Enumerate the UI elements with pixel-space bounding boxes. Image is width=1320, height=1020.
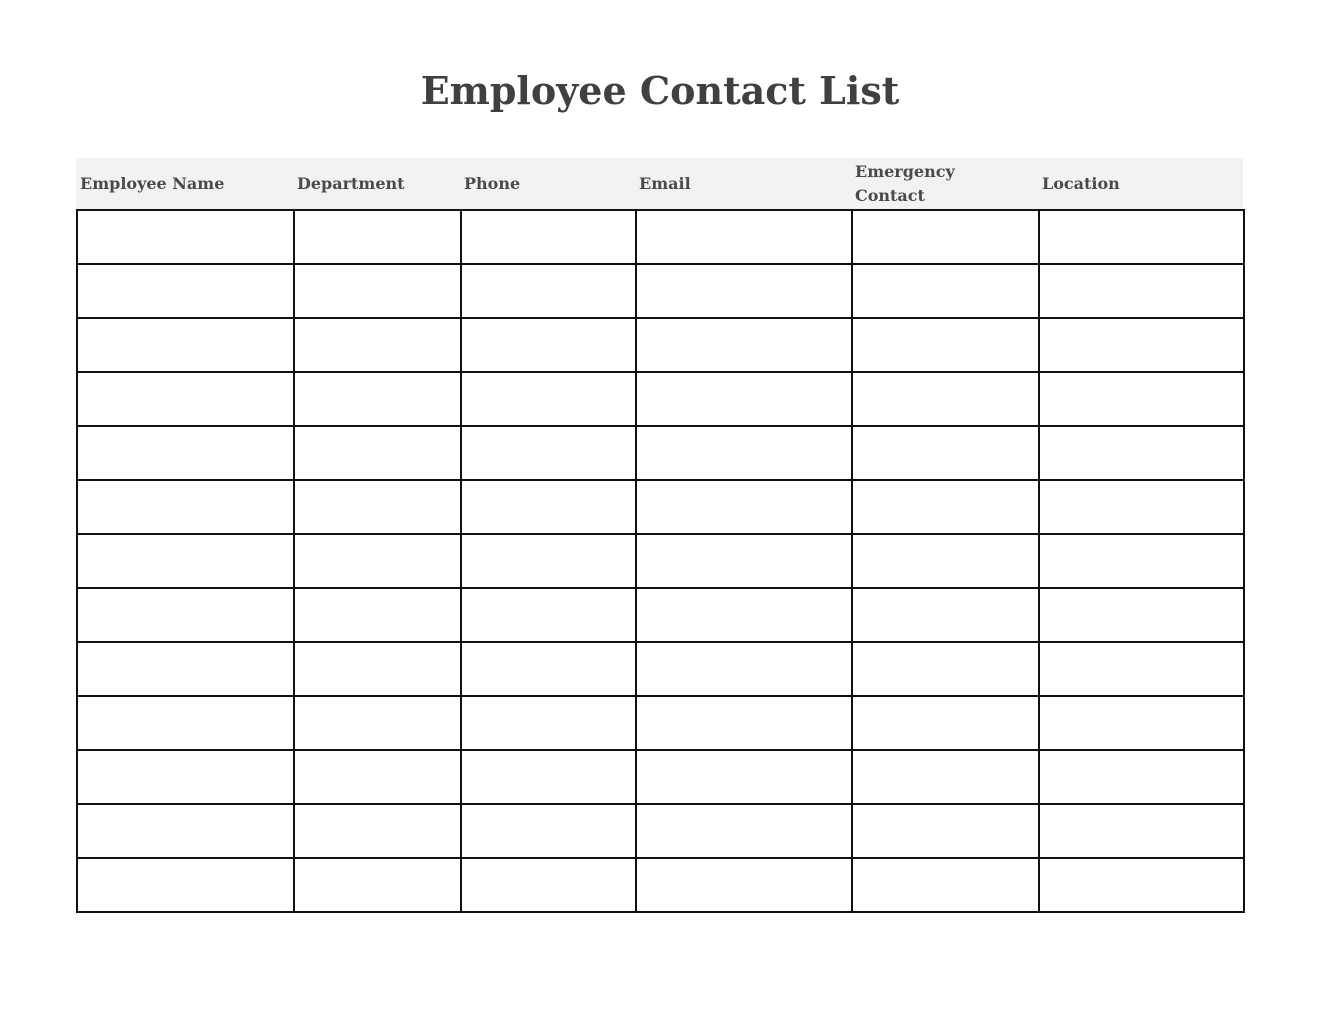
cell-phone[interactable]	[461, 642, 636, 696]
cell-department[interactable]	[294, 858, 461, 912]
cell-employee-name[interactable]	[77, 588, 294, 642]
cell-location[interactable]	[1039, 264, 1244, 318]
cell-department[interactable]	[294, 372, 461, 426]
table-row	[77, 750, 1244, 804]
cell-emergency-contact[interactable]	[852, 480, 1039, 534]
cell-emergency-contact[interactable]	[852, 588, 1039, 642]
cell-phone[interactable]	[461, 750, 636, 804]
cell-employee-name[interactable]	[77, 696, 294, 750]
cell-employee-name[interactable]	[77, 804, 294, 858]
cell-employee-name[interactable]	[77, 210, 294, 264]
cell-location[interactable]	[1039, 588, 1244, 642]
cell-department[interactable]	[294, 696, 461, 750]
cell-location[interactable]	[1039, 372, 1244, 426]
header-phone: Phone	[464, 173, 521, 193]
cell-department[interactable]	[294, 318, 461, 372]
cell-location[interactable]	[1039, 426, 1244, 480]
cell-phone[interactable]	[461, 480, 636, 534]
cell-phone[interactable]	[461, 372, 636, 426]
cell-location[interactable]	[1039, 534, 1244, 588]
table-row	[77, 696, 1244, 750]
cell-phone[interactable]	[461, 588, 636, 642]
table-body	[76, 209, 1245, 913]
cell-emergency-contact[interactable]	[852, 264, 1039, 318]
cell-phone[interactable]	[461, 210, 636, 264]
header-email: Email	[639, 173, 691, 193]
cell-emergency-contact[interactable]	[852, 210, 1039, 264]
cell-location[interactable]	[1039, 480, 1244, 534]
cell-department[interactable]	[294, 642, 461, 696]
table-row	[77, 318, 1244, 372]
cell-employee-name[interactable]	[77, 750, 294, 804]
table-row	[77, 480, 1244, 534]
cell-emergency-contact[interactable]	[852, 750, 1039, 804]
cell-department[interactable]	[294, 804, 461, 858]
header-department: Department	[297, 173, 405, 193]
table-row	[77, 426, 1244, 480]
cell-emergency-contact[interactable]	[852, 534, 1039, 588]
cell-employee-name[interactable]	[77, 480, 294, 534]
cell-emergency-contact[interactable]	[852, 642, 1039, 696]
table-row	[77, 210, 1244, 264]
cell-employee-name[interactable]	[77, 534, 294, 588]
cell-phone[interactable]	[461, 318, 636, 372]
cell-department[interactable]	[294, 264, 461, 318]
cell-emergency-contact[interactable]	[852, 426, 1039, 480]
cell-phone[interactable]	[461, 858, 636, 912]
table-row	[77, 804, 1244, 858]
header-employee-name: Employee Name	[80, 173, 225, 193]
page-title: Employee Contact List	[420, 68, 900, 113]
cell-emergency-contact[interactable]	[852, 858, 1039, 912]
cell-phone[interactable]	[461, 696, 636, 750]
table-row	[77, 858, 1244, 912]
cell-department[interactable]	[294, 750, 461, 804]
table-row	[77, 264, 1244, 318]
cell-department[interactable]	[294, 588, 461, 642]
header-emergency-contact: Emergency Contact	[855, 161, 955, 205]
cell-employee-name[interactable]	[77, 372, 294, 426]
contact-table	[76, 158, 1243, 209]
cell-email[interactable]	[636, 264, 852, 318]
cell-location[interactable]	[1039, 750, 1244, 804]
cell-email[interactable]	[636, 642, 852, 696]
cell-email[interactable]	[636, 750, 852, 804]
cell-phone[interactable]	[461, 426, 636, 480]
cell-email[interactable]	[636, 372, 852, 426]
cell-email[interactable]	[636, 804, 852, 858]
cell-location[interactable]	[1039, 858, 1244, 912]
cell-emergency-contact[interactable]	[852, 696, 1039, 750]
cell-employee-name[interactable]	[77, 264, 294, 318]
cell-employee-name[interactable]	[77, 318, 294, 372]
cell-emergency-contact[interactable]	[852, 318, 1039, 372]
cell-email[interactable]	[636, 318, 852, 372]
cell-location[interactable]	[1039, 642, 1244, 696]
cell-location[interactable]	[1039, 804, 1244, 858]
cell-email[interactable]	[636, 696, 852, 750]
cell-employee-name[interactable]	[77, 858, 294, 912]
cell-location[interactable]	[1039, 318, 1244, 372]
cell-employee-name[interactable]	[77, 426, 294, 480]
cell-email[interactable]	[636, 426, 852, 480]
cell-location[interactable]	[1039, 210, 1244, 264]
cell-employee-name[interactable]	[77, 642, 294, 696]
table-row	[77, 534, 1244, 588]
cell-department[interactable]	[294, 534, 461, 588]
cell-location[interactable]	[1039, 696, 1244, 750]
table-row	[77, 588, 1244, 642]
cell-department[interactable]	[294, 426, 461, 480]
cell-phone[interactable]	[461, 534, 636, 588]
cell-email[interactable]	[636, 534, 852, 588]
header-location: Location	[1042, 173, 1120, 193]
cell-email[interactable]	[636, 588, 852, 642]
cell-email[interactable]	[636, 210, 852, 264]
cell-phone[interactable]	[461, 264, 636, 318]
table-row	[77, 642, 1244, 696]
cell-emergency-contact[interactable]	[852, 804, 1039, 858]
table-row	[77, 372, 1244, 426]
cell-email[interactable]	[636, 858, 852, 912]
cell-emergency-contact[interactable]	[852, 372, 1039, 426]
cell-department[interactable]	[294, 210, 461, 264]
table-header-row	[76, 158, 1243, 209]
cell-department[interactable]	[294, 480, 461, 534]
cell-email[interactable]	[636, 480, 852, 534]
cell-phone[interactable]	[461, 804, 636, 858]
